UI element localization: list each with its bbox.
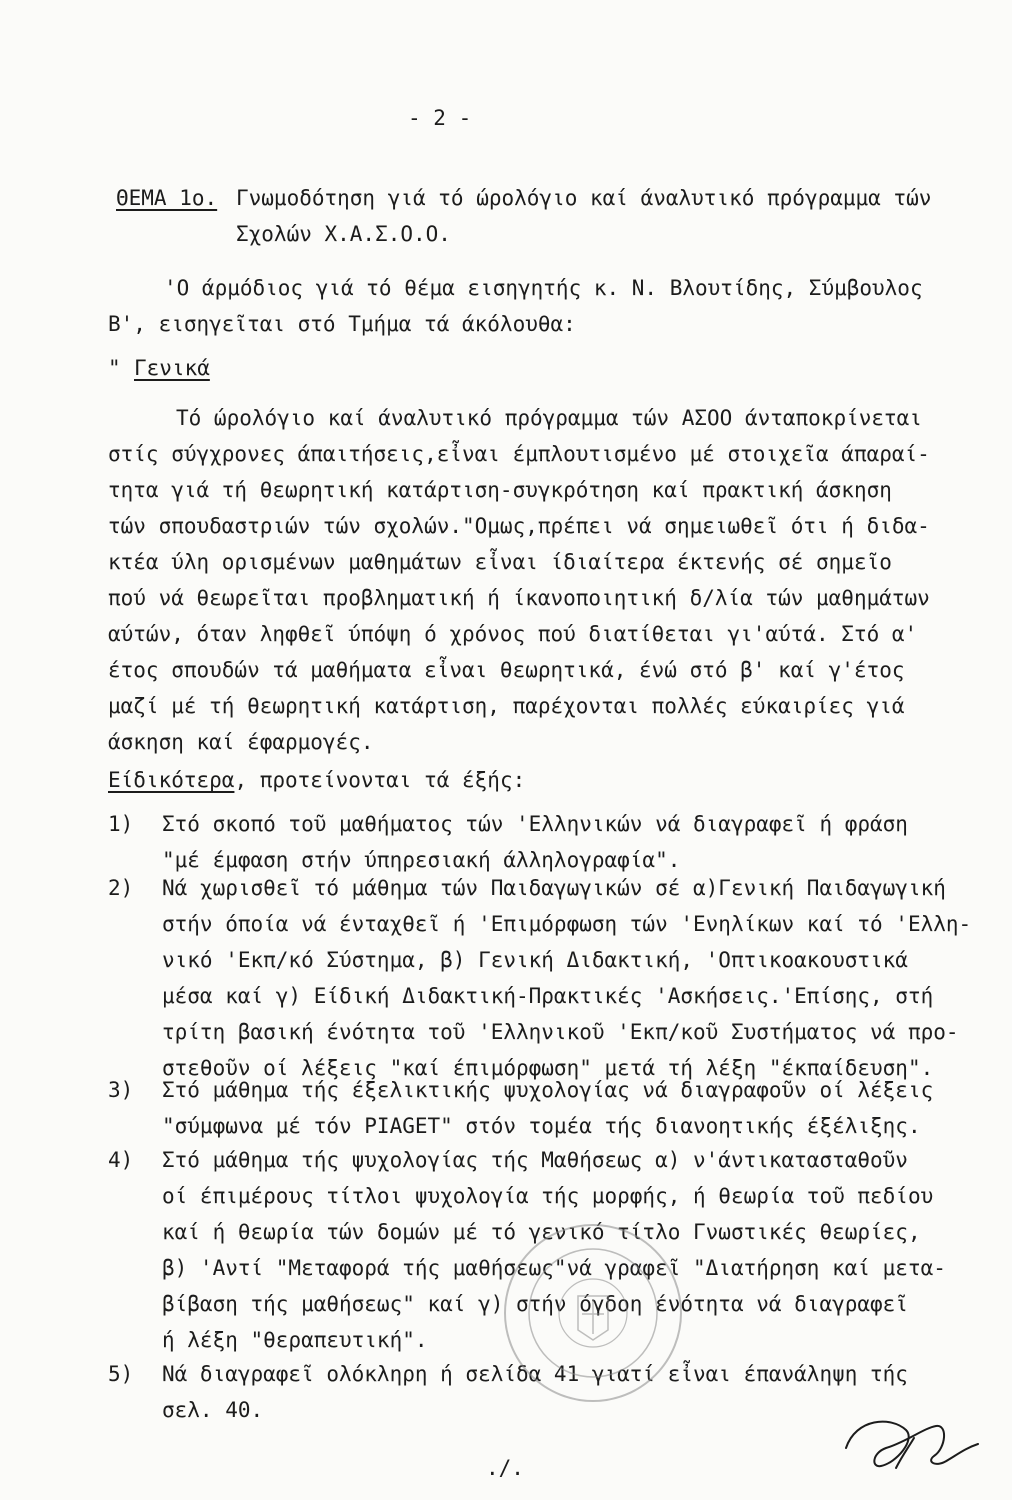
general-line: τητα γιά τή θεωρητική κατάρτιση-συγκρότηση καί πρακτική άσκηση [108,478,892,502]
general-line: άσκηση καί έφαρμογές. [108,730,374,754]
specific-rest: , προτείνονται τά έξής: [234,768,526,792]
item-line: Νά χωρισθεῖ τό μάθημα τών Παιδαγωγικών σέ α)Γενική Παιδαγωγική [162,876,946,900]
specific-heading [108,762,525,798]
item-number: 3) [108,1078,134,1102]
heading-label [116,180,217,216]
item-line: καί ή θεωρία τών δομών μέ τό γενικό τίτλο Γνωστικές θεωρίες, [162,1220,921,1244]
item-line: Στό σκοπό τοῦ μαθήματος τών 'Ελληνικών νά διαγραφεῖ ή φράση [162,812,908,836]
item-line: νικό 'Εκπ/κό Σύστημα, β) Γενική Διδακτική, 'Οπτικοακουστικά [162,948,908,972]
footer-continuation-mark: ./. [486,1456,524,1480]
item-line: βίβαση τής μαθήσεως" καί γ) στήν όγδοη ένότητα νά διαγραφεῖ [162,1292,908,1316]
general-quote-mark: " [108,356,121,380]
specific-label: Είδικότερα [108,768,235,792]
heading-label-text: ΘΕΜΑ 1ο. [116,186,218,210]
item-line: στεθοῦν οί λέξεις "καί έπιμόρφωση" μετά τή λέξη "έκπαίδευση". [162,1056,934,1080]
general-line: τών σπουδαστριών τών σχολών."Ομως,πρέπει νά σημειωθεῖ ότι ή διδα- [108,514,930,538]
item-line: "μέ έμφαση στήν ύπηρεσιακή άλληλογραφία". [162,848,681,872]
item-number: 5) [108,1362,134,1386]
item-line: σελ. 40. [162,1398,264,1422]
item-line: στήν όποία νά ένταχθεῖ ή 'Επιμόρφωση τών 'Ενηλίκων καί τό 'Ελλη- [162,912,972,936]
intro-line2: Β', εισηγεῖται στό Τμήμα τά άκόλουθα: [108,312,576,336]
item-line: οί έπιμέρους τίτλοι ψυχολογία τής μορφής, ή θεωρία τοῦ πεδίου [162,1184,934,1208]
general-line: μαζί μέ τή θεωρητική κατάρτιση, παρέχονται πολλές εύκαιρίες γιά [108,694,905,718]
general-line: αύτών, όταν ληφθεῖ ύπόψη ό χρόνος πού διατίθεται γι'αύτά. Στό α' [108,622,918,646]
general-line: κτέα ύλη ορισμένων μαθημάτων εἶναι ίδιαίτερα έκτενής σέ σημεῖο [108,550,892,574]
item-number: 4) [108,1148,134,1172]
item-line: Νά διαγραφεῖ ολόκληρη ή σελίδα 41 γιατί εἶναι έπανάληψη τής [162,1362,908,1386]
heading-title-line2: Σχολών Χ.Α.Σ.Ο.Ο. [236,222,451,246]
general-line: έτος σπουδών τά μαθήματα εἶναι θεωρητικά, ένώ στό β' καί γ'έτος [108,658,905,682]
handwritten-signature-icon [836,1408,986,1488]
general-label-text: Γενικά [134,356,210,380]
item-number: 2) [108,876,134,900]
item-number: 1) [108,812,134,836]
general-line: Τό ώρολόγιο καί άναλυτικό πρόγραμμα τών ΑΣΟΟ άνταποκρίνεται [176,406,922,430]
general-label [134,350,210,386]
intro-line1: 'Ο άρμόδιος γιά τό θέμα εισηγητής κ. Ν. Βλουτίδης, Σύμβουλος [164,276,923,300]
page-number: - 2 - [408,106,472,130]
item-line: β) 'Αντί "Μεταφορά τής μαθήσεως"νά γραφεῖ "Διατήρηση καί μετα- [162,1256,946,1280]
official-stamp-icon [498,1218,688,1408]
item-line: ή λέξη "θεραπευτική". [162,1328,428,1352]
general-line: πού νά θεωρεῖται προβληματική ή ίκανοποιητική δ/λία τών μαθημάτων [108,586,930,610]
item-line: Στό μάθημα τής ψυχολογίας τής Μαθήσεως α) ν'άντικατασταθοῦν [162,1148,908,1172]
item-line: "σύμφωνα μέ τόν PIAGET" στόν τομέα τής διανοητικής έξέλιξης. [162,1114,921,1138]
item-line: Στό μάθημα τής έξελικτικής ψυχολογίας νά διαγραφοῦν οί λέξεις [162,1078,934,1102]
item-line: μέσα καί γ) Είδική Διδακτική-Πρακτικές 'Ασκήσεις.'Επίσης, στή [162,984,934,1008]
heading-title-line1: Γνωμοδότηση γιά τό ώρολόγιο καί άναλυτικό πρόγραμμα τών [236,186,932,210]
general-line: στίς σύγχρονες άπαιτήσεις,εἶναι έμπλουτισμένο μέ στοιχεῖα άπαραί- [108,442,930,466]
item-line: τρίτη βασική ένότητα τοῦ 'Ελληνικοῦ 'Εκπ/κοῦ Συστήματος νά προ- [162,1020,959,1044]
